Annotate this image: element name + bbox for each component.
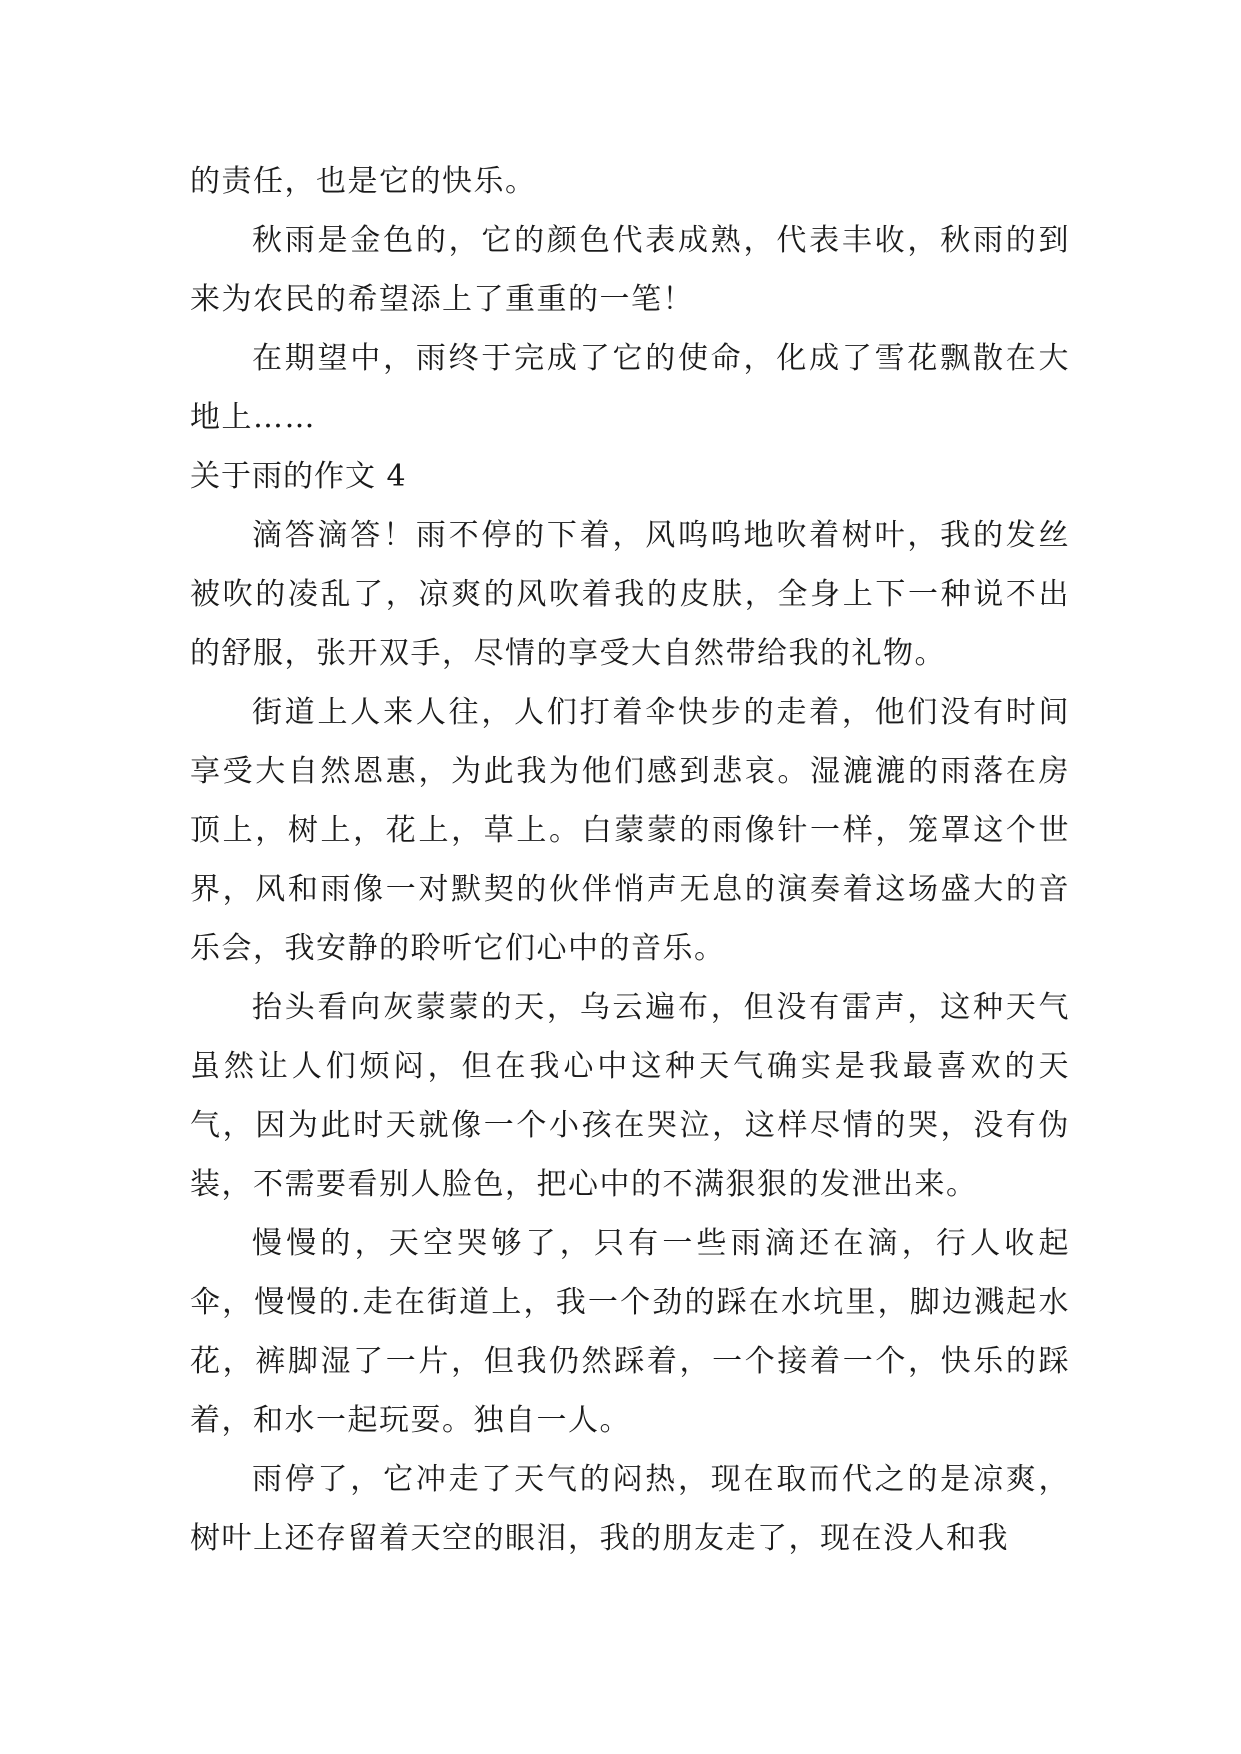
paragraph: 滴答滴答！雨不停的下着，风呜呜地吹着树叶，我的发丝被吹的凌乱了，凉爽的风吹着我的皮肤，全身上下一种说不出的舒服，张开双手，尽情的享受大自然带给我的礼物。	[190, 518, 1070, 671]
paragraph: 在期望中，雨终于完成了它的使命，化成了雪花飘散在大地上……	[190, 341, 1070, 435]
essay-text	[190, 152, 1070, 1568]
paragraph: 秋雨是金色的，它的颜色代表成熟，代表丰收，秋雨的到来为农民的希望添上了重重的一笔！	[190, 223, 1070, 317]
paragraph: 的责任，也是它的快乐。	[190, 164, 537, 199]
section-heading: 关于雨的作文 4	[190, 459, 407, 494]
paragraph: 抬头看向灰蒙蒙的天，乌云遍布，但没有雷声，这种天气虽然让人们烦闷，但在我心中这种天气确实是我最喜欢的天气，因为此时天就像一个小孩在哭泣，这样尽情的哭，没有伪装，不需要看别人脸色，把心中的不满狠狠的发泄出来。	[190, 990, 1070, 1202]
paragraph: 雨停了，它冲走了天气的闷热，现在取而代之的是凉爽，树叶上还存留着天空的眼泪，我的朋友走了，现在没人和我	[190, 1462, 1070, 1556]
paragraph: 慢慢的，天空哭够了，只有一些雨滴还在滴，行人收起伞，慢慢的.走在街道上，我一个劲的踩在水坑里，脚边溅起水花，裤脚湿了一片，但我仍然踩着，一个接着一个，快乐的踩着，和水一起玩耍。独自一人。	[190, 1226, 1070, 1438]
paragraph: 街道上人来人往，人们打着伞快步的走着，他们没有时间享受大自然恩惠，为此我为他们感到悲哀。湿漉漉的雨落在房顶上，树上，花上，草上。白蒙蒙的雨像针一样，笼罩这个世界，风和雨像一对默契的伙伴悄声无息的演奏着这场盛大的音乐会，我安静的聆听它们心中的音乐。	[190, 695, 1070, 966]
